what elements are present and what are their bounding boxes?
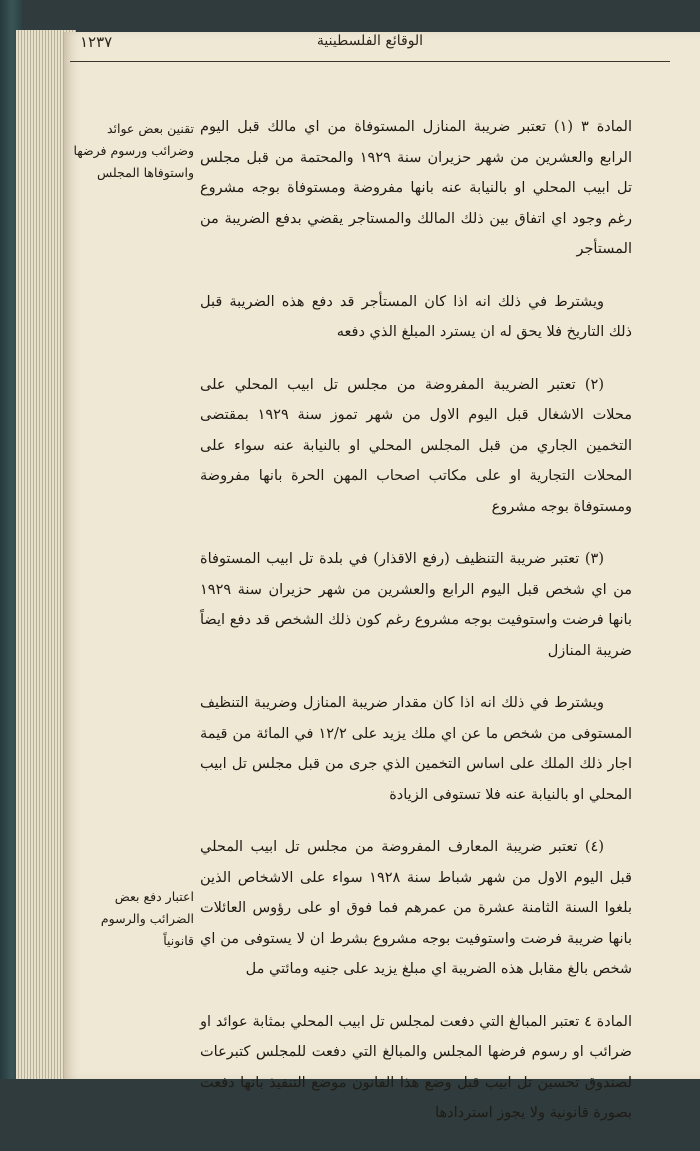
paragraph-article-3-2: (٢) تعتبر الضريبة المفروضة من مجلس تل ابيب المحلي على محلات الاشغال قبل اليوم الاول من شهر تموز سنة ١٩٢٩ بمقتضى التخمين الجاري من قبل المجلس المحلي او بالنيابة عنه سواء على المحلات التجارية او على مكاتب اصحاب المهن الحرة بانها مفروضة ومستوفاة بوجه مشروع xyxy=(200,376,632,515)
article-text xyxy=(200,112,632,1151)
paragraph-article-3-4: (٤) تعتبر ضريبة المعارف المفروضة من مجلس تل ابيب المحلي قبل اليوم الاول من شهر شباط سنة ١٩٢٨ سواء على الاشخاص الذين بلغوا السنة الثامنة عشرة من عمرهم فما فوق او على رؤوس العائلات بانها ضريبة فرضت واستوفيت بوجه مشروع بشرط ان لا يستوفى من اي شخص بالغ مقابل هذه الضريبة اي مبلغ يزيد على جنيه ومائتي مل xyxy=(200,839,632,977)
paragraph-proviso-1: ويشترط في ذلك انه اذا كان المستأجر قد دفع هذه الضريبة قبل ذلك التاريخ فلا يحق له ان يسترد المبلغ الذي دفعه xyxy=(200,293,632,340)
page-header xyxy=(70,33,670,62)
paragraph-article-3-1: المادة ٣ (١) تعتبر ضريبة المنازل المستوفاة من اي مالك قبل اليوم الرابع والعشرين من شهر حزيران سنة ١٩٢٩ والمحتمة من قبل مجلس تل ابيب المحلي او بالنيابة عنه بانها مفروضة ومستوفاة بوجه مشروع رغم وجود اي اتفاق بين ذلك المالك والمستاجر يقضي بدفع الضريبة من المستأجر xyxy=(200,119,633,257)
paragraph-proviso-2: ويشترط في ذلك انه اذا كان مقدار ضريبة المنازل وضريبة التنظيف المستوفى من شخص ما عن اي ملك يزيد على ١٢/٢ في المائة من قيمة اجار ذلك الملك على اساس التخمين الذي جرى من قبل مجلس تل ابيب المحلي او بالنيابة عنه فلا تستوفى الزيادة xyxy=(200,695,633,803)
margin-note-article-3: تقنين بعض عوائد وضرائب ورسوم فرضها واستوفاها المجلس xyxy=(73,121,194,180)
page-title: الوقائع الفلسطينية xyxy=(316,33,424,49)
page-number: ١٢٣٧ xyxy=(80,33,113,51)
paragraph-article-4: المادة ٤ تعتبر المبالغ التي دفعت لمجلس تل ابيب المحلي بمثابة عوائد او ضرائب او رسوم فرضها المجلس والمبالغ التي دفعت للمجلس كتبرعات لصندوق تحسين تل ابيب قبل وضع هذا القانون موضع التنفيذ بانها دفعت بصورة قانونية ولا يجوز استردادها xyxy=(200,1013,632,1121)
margin-note-article-4: اعتبار دفع بعض الضرائب والرسوم قانونياً xyxy=(100,889,194,948)
paragraph-article-3-3: (٣) تعتبر ضريبة التنظيف (رفع الاقذار) في بلدة تل ابيب المستوفاة من اي شخص قبل اليوم الرابع والعشرين من شهر حزيران سنة ١٩٢٩ بانها فرضت واستوفيت بوجه مشروع رغم كون ذلك الشخص قد دفع ايضاً ضريبة المنازل xyxy=(200,551,632,659)
